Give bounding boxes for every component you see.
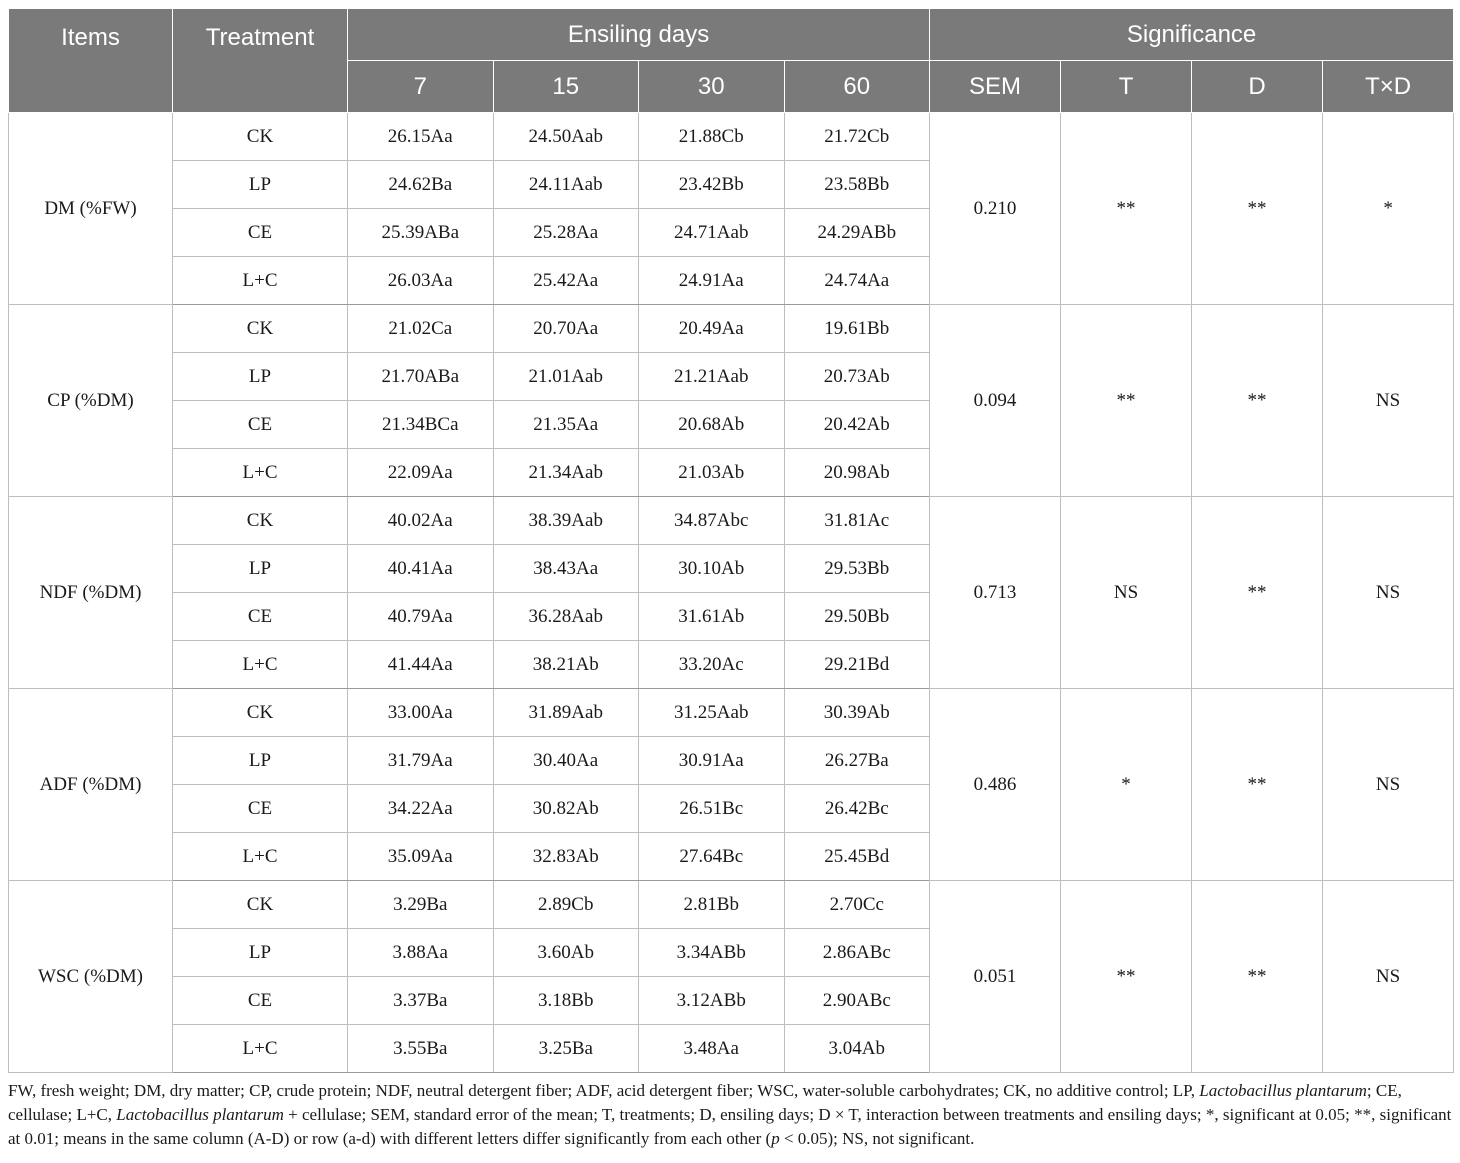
table-row — [9, 113, 1454, 161]
treatment-label: L+C — [173, 1025, 348, 1073]
value-cell: 3.37Ba — [348, 977, 494, 1025]
value-cell: 40.41Aa — [348, 545, 494, 593]
treatment-label: LP — [173, 737, 348, 785]
header-day: 60 — [784, 61, 930, 113]
value-cell: 26.42Bc — [784, 785, 930, 833]
value-cell: 2.86ABc — [784, 929, 930, 977]
value-cell: 3.88Aa — [348, 929, 494, 977]
treatment-label: LP — [173, 929, 348, 977]
value-cell: 3.29Ba — [348, 881, 494, 929]
value-cell: 32.83Ab — [493, 833, 639, 881]
t-significance: ** — [1061, 305, 1192, 497]
value-cell: 40.79Aa — [348, 593, 494, 641]
value-cell: 31.81Ac — [784, 497, 930, 545]
treatment-label: CK — [173, 305, 348, 353]
value-cell: 30.40Aa — [493, 737, 639, 785]
value-cell: 30.91Aa — [639, 737, 785, 785]
value-cell: 19.61Bb — [784, 305, 930, 353]
value-cell: 31.79Aa — [348, 737, 494, 785]
table-row — [9, 689, 1454, 737]
table-row — [9, 881, 1454, 929]
value-cell: 29.50Bb — [784, 593, 930, 641]
footnote-text: < 0.05); NS, not significant. — [779, 1129, 975, 1148]
header-ensiling-days: Ensiling days — [348, 9, 930, 61]
treatment-label: CE — [173, 401, 348, 449]
value-cell: 21.88Cb — [639, 113, 785, 161]
value-cell: 24.50Aab — [493, 113, 639, 161]
value-cell: 3.48Aa — [639, 1025, 785, 1073]
value-cell: 24.91Aa — [639, 257, 785, 305]
sem-value: 0.051 — [930, 881, 1061, 1073]
value-cell: 3.12ABb — [639, 977, 785, 1025]
value-cell: 29.53Bb — [784, 545, 930, 593]
value-cell: 20.68Ab — [639, 401, 785, 449]
value-cell: 3.55Ba — [348, 1025, 494, 1073]
treatment-label: LP — [173, 545, 348, 593]
value-cell: 25.45Bd — [784, 833, 930, 881]
value-cell: 30.82Ab — [493, 785, 639, 833]
treatment-label: L+C — [173, 833, 348, 881]
value-cell: 3.34ABb — [639, 929, 785, 977]
treatment-label: L+C — [173, 257, 348, 305]
value-cell: 25.42Aa — [493, 257, 639, 305]
value-cell: 25.39ABa — [348, 209, 494, 257]
header-items: Items — [9, 9, 173, 113]
table-row — [9, 305, 1454, 353]
value-cell: 23.42Bb — [639, 161, 785, 209]
value-cell: 40.02Aa — [348, 497, 494, 545]
value-cell: 34.22Aa — [348, 785, 494, 833]
value-cell: 38.43Aa — [493, 545, 639, 593]
item-label: DM (%FW) — [9, 113, 173, 305]
value-cell: 34.87Abc — [639, 497, 785, 545]
value-cell: 36.28Aab — [493, 593, 639, 641]
value-cell: 33.00Aa — [348, 689, 494, 737]
txd-significance: NS — [1323, 497, 1454, 689]
value-cell: 20.42Ab — [784, 401, 930, 449]
value-cell: 20.73Ab — [784, 353, 930, 401]
header-significance: Significance — [930, 9, 1454, 61]
treatment-label: CK — [173, 497, 348, 545]
footnote-italic: Lactobacillus plantarum — [1199, 1081, 1367, 1100]
value-cell: 21.21Aab — [639, 353, 785, 401]
value-cell: 21.34BCa — [348, 401, 494, 449]
header-day: 7 — [348, 61, 494, 113]
value-cell: 38.39Aab — [493, 497, 639, 545]
treatment-label: CE — [173, 785, 348, 833]
value-cell: 21.35Aa — [493, 401, 639, 449]
value-cell: 2.70Cc — [784, 881, 930, 929]
value-cell: 35.09Aa — [348, 833, 494, 881]
value-cell: 33.20Ac — [639, 641, 785, 689]
treatment-label: CE — [173, 209, 348, 257]
value-cell: 20.70Aa — [493, 305, 639, 353]
treatment-label: CE — [173, 977, 348, 1025]
sem-value: 0.486 — [930, 689, 1061, 881]
value-cell: 20.98Ab — [784, 449, 930, 497]
footnote-italic: Lactobacillus plantarum — [116, 1105, 284, 1124]
value-cell: 2.81Bb — [639, 881, 785, 929]
table-body — [9, 113, 1454, 1073]
header-day: 30 — [639, 61, 785, 113]
value-cell: 27.64Bc — [639, 833, 785, 881]
table-footnote — [8, 1079, 1452, 1151]
sem-value: 0.713 — [930, 497, 1061, 689]
value-cell: 25.28Aa — [493, 209, 639, 257]
d-significance: ** — [1192, 881, 1323, 1073]
treatment-label: CE — [173, 593, 348, 641]
t-significance: NS — [1061, 497, 1192, 689]
value-cell: 20.49Aa — [639, 305, 785, 353]
value-cell: 24.74Aa — [784, 257, 930, 305]
t-significance: * — [1061, 689, 1192, 881]
value-cell: 31.89Aab — [493, 689, 639, 737]
value-cell: 29.21Bd — [784, 641, 930, 689]
treatment-label: L+C — [173, 641, 348, 689]
data-table — [8, 8, 1454, 1073]
footnote-text: + cellulase; SEM, standard error of the mean; T, treatments; D, ensiling days; D × T, interaction between treatments and ensiling days; *, significant at 0.05; **, significant at 0.01; means in the same column (A-D) or row (a-d) with different letters differ significantly from each other ( — [8, 1105, 1452, 1148]
value-cell: 21.70ABa — [348, 353, 494, 401]
footnote-text: ; CE, cellulase; L+C, — [8, 1081, 1402, 1124]
txd-significance: NS — [1323, 881, 1454, 1073]
sem-value: 0.210 — [930, 113, 1061, 305]
value-cell: 30.39Ab — [784, 689, 930, 737]
header-sem: SEM — [930, 61, 1061, 113]
value-cell: 3.18Bb — [493, 977, 639, 1025]
d-significance: ** — [1192, 113, 1323, 305]
table-figure — [8, 8, 1452, 1151]
table-header — [9, 9, 1454, 113]
txd-significance: NS — [1323, 305, 1454, 497]
sem-value: 0.094 — [930, 305, 1061, 497]
item-label: ADF (%DM) — [9, 689, 173, 881]
value-cell: 30.10Ab — [639, 545, 785, 593]
txd-significance: * — [1323, 113, 1454, 305]
header-txd: T×D — [1323, 61, 1454, 113]
value-cell: 21.72Cb — [784, 113, 930, 161]
header-t: T — [1061, 61, 1192, 113]
txd-significance: NS — [1323, 689, 1454, 881]
value-cell: 23.58Bb — [784, 161, 930, 209]
value-cell: 21.01Aab — [493, 353, 639, 401]
value-cell: 31.61Ab — [639, 593, 785, 641]
treatment-label: CK — [173, 689, 348, 737]
d-significance: ** — [1192, 497, 1323, 689]
table-row — [9, 497, 1454, 545]
value-cell: 41.44Aa — [348, 641, 494, 689]
header-treatment: Treatment — [173, 9, 348, 113]
d-significance: ** — [1192, 689, 1323, 881]
value-cell: 2.90ABc — [784, 977, 930, 1025]
treatment-label: LP — [173, 161, 348, 209]
value-cell: 3.04Ab — [784, 1025, 930, 1073]
item-label: NDF (%DM) — [9, 497, 173, 689]
value-cell: 21.02Ca — [348, 305, 494, 353]
value-cell: 31.25Aab — [639, 689, 785, 737]
footnote-italic: p — [771, 1129, 780, 1148]
item-label: WSC (%DM) — [9, 881, 173, 1073]
value-cell: 24.29ABb — [784, 209, 930, 257]
value-cell: 24.11Aab — [493, 161, 639, 209]
header-day: 15 — [493, 61, 639, 113]
value-cell: 24.62Ba — [348, 161, 494, 209]
value-cell: 26.15Aa — [348, 113, 494, 161]
value-cell: 3.60Ab — [493, 929, 639, 977]
header-d: D — [1192, 61, 1323, 113]
d-significance: ** — [1192, 305, 1323, 497]
value-cell: 38.21Ab — [493, 641, 639, 689]
value-cell: 22.09Aa — [348, 449, 494, 497]
footnote-text: FW, fresh weight; DM, dry matter; CP, crude protein; NDF, neutral detergent fiber; ADF, acid detergent fiber; WSC, water-soluble carbohydrates; CK, no additive control; LP, — [8, 1081, 1200, 1100]
item-label: CP (%DM) — [9, 305, 173, 497]
value-cell: 2.89Cb — [493, 881, 639, 929]
value-cell: 21.34Aab — [493, 449, 639, 497]
treatment-label: LP — [173, 353, 348, 401]
value-cell: 24.71Aab — [639, 209, 785, 257]
t-significance: ** — [1061, 881, 1192, 1073]
treatment-label: L+C — [173, 449, 348, 497]
t-significance: ** — [1061, 113, 1192, 305]
value-cell: 26.27Ba — [784, 737, 930, 785]
value-cell: 21.03Ab — [639, 449, 785, 497]
value-cell: 3.25Ba — [493, 1025, 639, 1073]
treatment-label: CK — [173, 113, 348, 161]
treatment-label: CK — [173, 881, 348, 929]
value-cell: 26.51Bc — [639, 785, 785, 833]
value-cell: 26.03Aa — [348, 257, 494, 305]
